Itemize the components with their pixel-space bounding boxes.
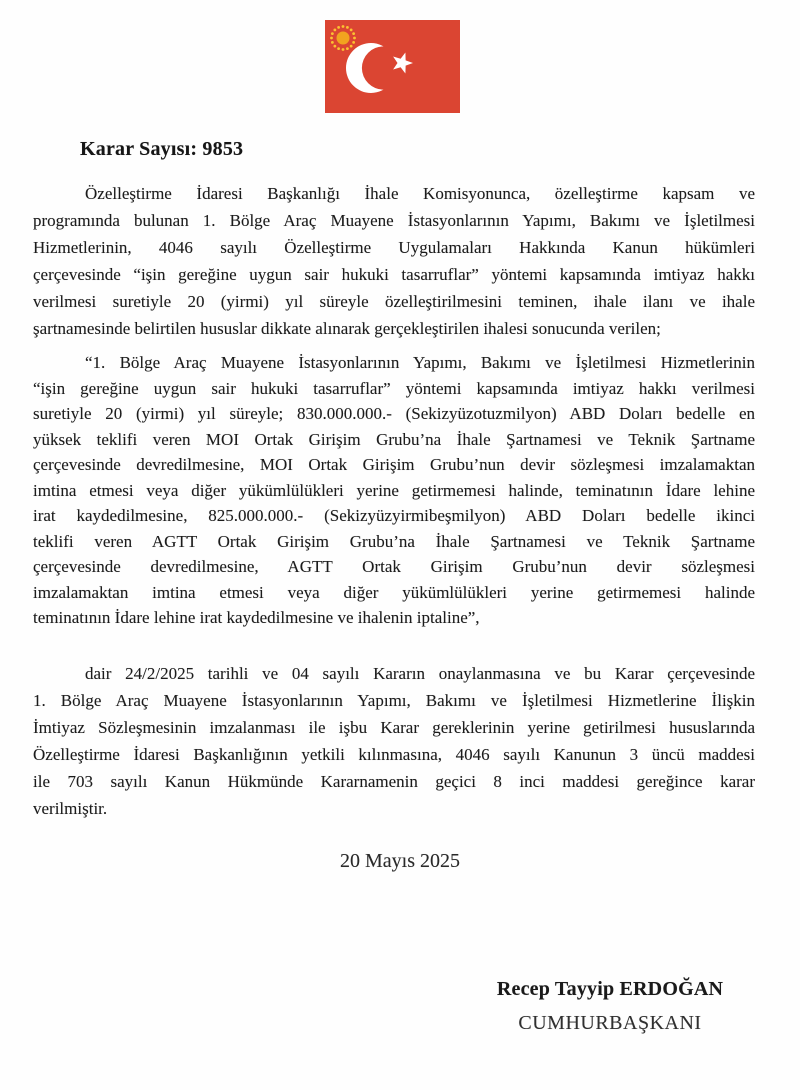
flag-graphic xyxy=(325,20,460,113)
signature-title: CUMHURBAŞKANI xyxy=(518,1012,702,1034)
paragraph-line: “işin gereğine uygun sair hukuki tasarruflar” yöntemi kapsamında imtiyaz hakkı verilmesi xyxy=(33,378,755,398)
paragraph-line: İmtiyaz Sözleşmesinin imzalanması ile işbu Karar gereklerinin yerine getirilmesi hususlarında xyxy=(33,718,755,737)
signature-name: Recep Tayyip ERDOĞAN xyxy=(496,978,724,1000)
paragraph-line: Özelleştirme İdaresi Başkanlığı İhale Komisyonunca, özelleştirme kapsam ve xyxy=(85,184,755,203)
paragraph-line: çerçevesinde devredilmesine, AGTT Ortak Girişim Grubu’nun devir sözleşmesi xyxy=(33,557,755,576)
paragraph-line: yüksek teklifi veren MOI Ortak Girişim Grubu’na İhale Şartnamesi ve Teknik Şartname xyxy=(33,429,755,449)
paragraph-line: 1. Bölge Araç Muayene İstasyonlarının Yapımı, Bakımı ve İşletilmesi Hizmetlerine İlişkin xyxy=(33,691,755,710)
paragraph-line: suretiyle 20 (yirmi) yıl süreyle; 830.000.000.- (Sekizyüzotuzmilyon) ABD Doları bedelle en xyxy=(33,404,755,423)
paragraph-line: ile 703 sayılı Kanun Hükmünde Kararnamenin geçici 8 inci maddesi gereğince karar xyxy=(33,772,755,791)
paragraph-line: programında bulunan 1. Bölge Araç Muayene İstasyonlarının Yapımı, Bakımı ve İşletilmesi xyxy=(33,211,755,230)
paragraph-line: irat kaydedilmesine, 825.000.000.- (Sekizyüzyirmibeşmilyon) ABD Doları bedelle ikinci xyxy=(33,506,755,525)
decision-date: 20 Mayıs 2025 xyxy=(340,850,460,872)
body-paragraph-3 xyxy=(33,660,755,822)
paragraph-line: dair 24/2/2025 tarihli ve 04 sayılı Kararın onaylanmasına ve bu Karar çerçevesinde xyxy=(85,664,755,683)
paragraph-line: çerçevesinde “işin gereğine uygun sair hukuki tasarruflar” yöntemi kapsamında imtiyaz hakkı xyxy=(33,265,755,284)
paragraph-line: çerçevesinde devredilmesine, MOI Ortak Girişim Grubu’nun devir sözleşmesi imzalamaktan xyxy=(33,455,755,474)
paragraph-line: verilmiştir. xyxy=(33,799,108,818)
body-paragraph-1 xyxy=(33,180,755,342)
paragraph-line: Özelleştirme İdaresi Başkanlığının yetkili kılınmasına, 4046 sayılı Kanunun 3 üncü maddesi xyxy=(33,745,755,764)
paragraph-line: imtina etmesi veya diğer yükümlülükleri yerine getirmemesi halinde, teminatının İdare lehine xyxy=(33,480,755,500)
paragraph-line: teklifi veren AGTT Ortak Girişim Grubu’na İhale Şartnamesi ve Teknik Şartname xyxy=(33,531,755,551)
paragraph-line: teminatının İdare lehine irat kaydedilmesine ve ihalenin iptaline”, xyxy=(33,608,480,627)
signature-block xyxy=(455,978,765,1035)
decision-number: Karar Sayısı: 9853 xyxy=(80,138,244,160)
paragraph-line: Hizmetlerinin, 4046 sayılı Özelleştirme Uygulamaları Hakkında Kanun hükümleri xyxy=(33,238,755,257)
turkish-presidential-flag xyxy=(325,20,460,113)
paragraph-line: “1. Bölge Araç Muayene İstasyonlarının Yapımı, Bakımı ve İşletilmesi Hizmetlerinin xyxy=(85,353,755,372)
paragraph-line: imzalamaktan imtina etmesi veya diğer yükümlülükleri yerine getirmemesi halinde xyxy=(33,582,755,602)
paragraph-line: verilmesi suretiyle 20 (yirmi) yıl süreyle özelleştirilmesini teminen, ihale ilanı ve ihale xyxy=(33,292,755,311)
body-paragraph-2 xyxy=(33,350,755,631)
paragraph-line: şartnamesinde belirtilen hususlar dikkate alınarak gerçekleştirilen ihalesi sonucunda verilen; xyxy=(33,319,661,338)
